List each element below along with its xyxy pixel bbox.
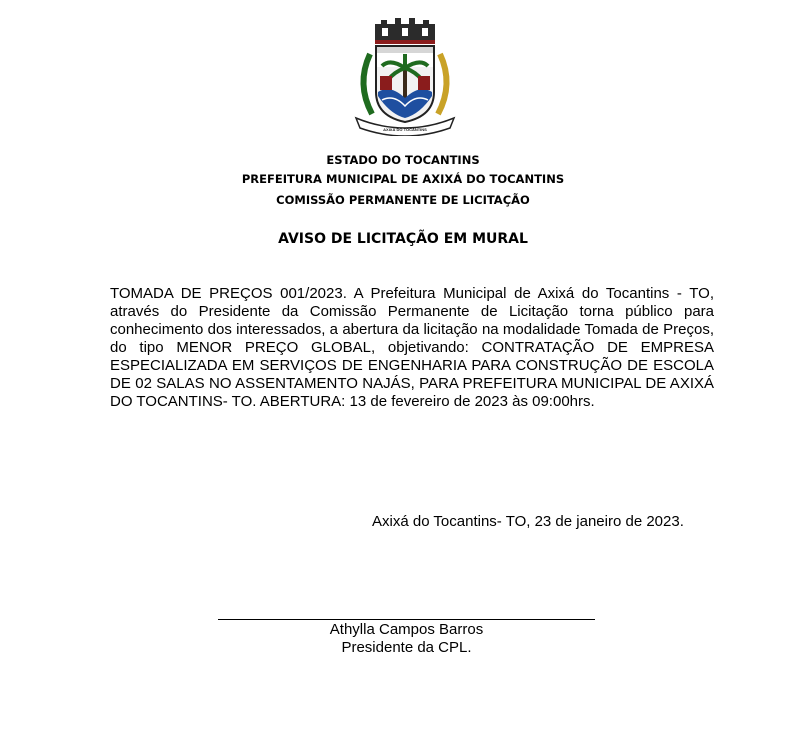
header-state: ESTADO DO TOCANTINS — [326, 153, 480, 167]
notice-title: AVISO DE LICITAÇÃO EM MURAL — [278, 231, 528, 247]
signature-line — [218, 619, 595, 620]
municipal-coat-of-arms-icon — [350, 14, 460, 136]
place-date: Axixá do Tocantins- TO, 23 de janeiro de 2023. — [372, 513, 684, 530]
crest-banner-text: AXIXÁ DO TOCANTINS — [383, 127, 427, 132]
signer-role: Presidente da CPL. — [341, 639, 472, 656]
notice-body: TOMADA DE PREÇOS 001/2023. A Prefeitura Municipal de Axixá do Tocantins - TO, através do Presidente da Comissão Permanente de Licitação torna público para conhecimento dos interessados, a abertura da licitação na modalidade Tomada de Preços, do tipo MENOR PREÇO GLOBAL, objetivando: CONTRATAÇÃO DE EMPRESA ESPECIALIZADA EM SERVIÇOS DE ENGENHARIA PARA CONSTRUÇÃO DE ESCOLA DE 02 SALAS NO ASSENTAMENTO NAJÁS, PARA PREFEITURA MUNICIPAL DE AXIXÁ DO TOCANTINS- TO. ABERTURA: 13 de fevereiro de 2023 às 09:00hrs. — [110, 285, 714, 410]
header-commission: COMISSÃO PERMANENTE DE LICITAÇÃO — [276, 193, 530, 207]
signer-name: Athylla Campos Barros — [329, 621, 484, 638]
header-municipality: PREFEITURA MUNICIPAL DE AXIXÁ DO TOCANTINS — [241, 172, 565, 186]
